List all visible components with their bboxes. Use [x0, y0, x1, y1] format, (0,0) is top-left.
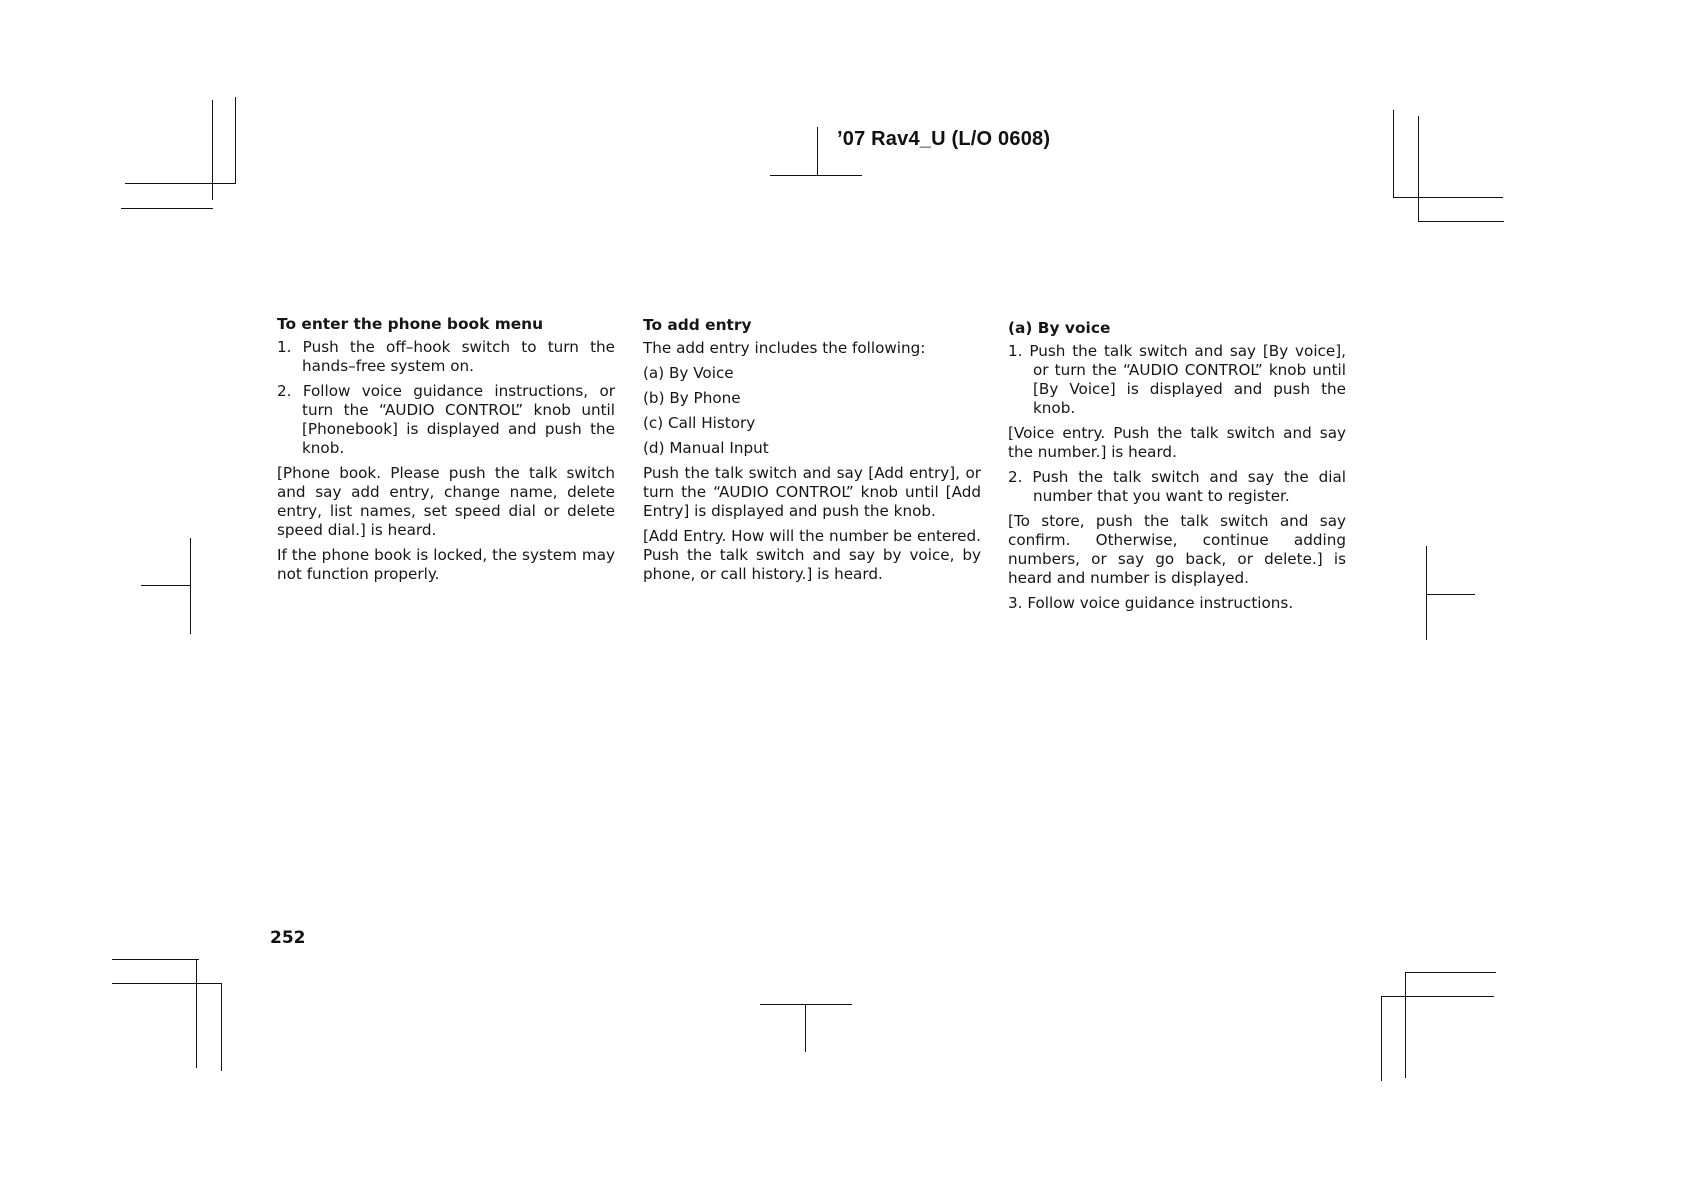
section-heading-phone-book-menu: To enter the phone book menu [277, 315, 544, 333]
crop-mark-bottom-left-v2 [221, 983, 222, 1071]
crop-mark-bottom-right-v2 [1381, 996, 1382, 1081]
locked-note-text: If the phone book is locked, the system may not function properly. [277, 546, 615, 583]
by-voice-prompt-2: [To store, push the talk switch and say confirm. Otherwise, continue adding numbers, or say go back, or delete.] is heard and number is displayed. [1008, 512, 1346, 587]
column-add-entry [643, 316, 981, 590]
column-by-voice [1008, 319, 1346, 619]
option-by-voice: (a) By Voice [643, 364, 734, 382]
option-by-phone: (b) By Phone [643, 389, 741, 407]
column-phone-book-menu [277, 315, 615, 590]
add-entry-intro: The add entry includes the following: [643, 339, 926, 357]
crop-mark-middle-left-v [190, 538, 191, 634]
by-voice-step-3: 3. Follow voice guidance instructions. [1008, 594, 1294, 612]
crop-mark-bottom-center-v [805, 1004, 806, 1052]
crop-mark-top-right-v2 [1418, 116, 1419, 222]
by-voice-step-1: 1. Push the talk switch and say [By voice], or turn the “AUDIO CONTROL” knob until [By Voice] is displayed and push the knob. [1008, 342, 1346, 417]
crop-mark-top-right-h1 [1393, 197, 1503, 198]
crop-mark-bottom-left-v1 [196, 959, 197, 1068]
section-heading-by-voice: (a) By voice [1008, 319, 1111, 337]
voice-prompt-text: [Phone book. Please push the talk switch and say add entry, change name, delete entry, list names, set speed dial or delete speed dial.] is heard. [277, 464, 615, 539]
add-entry-voice-prompt: [Add Entry. How will the number be entered. Push the talk switch and say by voice, by phone, or call history.] is heard. [643, 527, 981, 583]
crop-mark-middle-left-h [141, 585, 190, 586]
crop-mark-bottom-right-h1 [1405, 972, 1496, 973]
option-manual-input: (d) Manual Input [643, 439, 769, 457]
step-2: 2. Follow voice guidance instructions, or turn the “AUDIO CONTROL” knob until [Phonebook] is displayed and push the knob. [277, 382, 615, 457]
step-1: 1. Push the off–hook switch to turn the hands–free system on. [277, 338, 615, 375]
crop-mark-top-center-v [817, 127, 818, 175]
by-voice-prompt-1: [Voice entry. Push the talk switch and say the number.] is heard. [1008, 424, 1346, 461]
option-call-history: (c) Call History [643, 414, 756, 432]
by-voice-step-2: 2. Push the talk switch and say the dial number that you want to register. [1008, 468, 1346, 505]
crop-mark-top-left-h1 [125, 183, 235, 184]
crop-mark-bottom-right-h2 [1381, 996, 1494, 997]
crop-mark-middle-right-v [1426, 546, 1427, 640]
crop-mark-top-right-h2 [1418, 221, 1504, 222]
crop-mark-bottom-right-v1 [1405, 972, 1406, 1078]
crop-mark-top-left-v1 [212, 100, 213, 200]
crop-mark-bottom-left-h2 [112, 983, 222, 984]
add-entry-instruction: Push the talk switch and say [Add entry], or turn the “AUDIO CONTROL” knob until [Add Entry] is displayed and push the knob. [643, 464, 981, 520]
crop-mark-top-right-v1 [1393, 110, 1394, 198]
section-heading-add-entry: To add entry [643, 316, 752, 334]
crop-mark-middle-right-h [1426, 594, 1475, 595]
crop-mark-bottom-center-h [760, 1004, 852, 1005]
crop-mark-top-center-h [770, 175, 862, 176]
crop-mark-top-left-v2 [235, 97, 236, 184]
crop-mark-top-left-h2 [121, 208, 213, 209]
document-header: ’07 Rav4_U (L/O 0608) [837, 128, 1051, 150]
crop-mark-bottom-left-h1 [112, 959, 199, 960]
page-number: 252 [270, 928, 306, 948]
